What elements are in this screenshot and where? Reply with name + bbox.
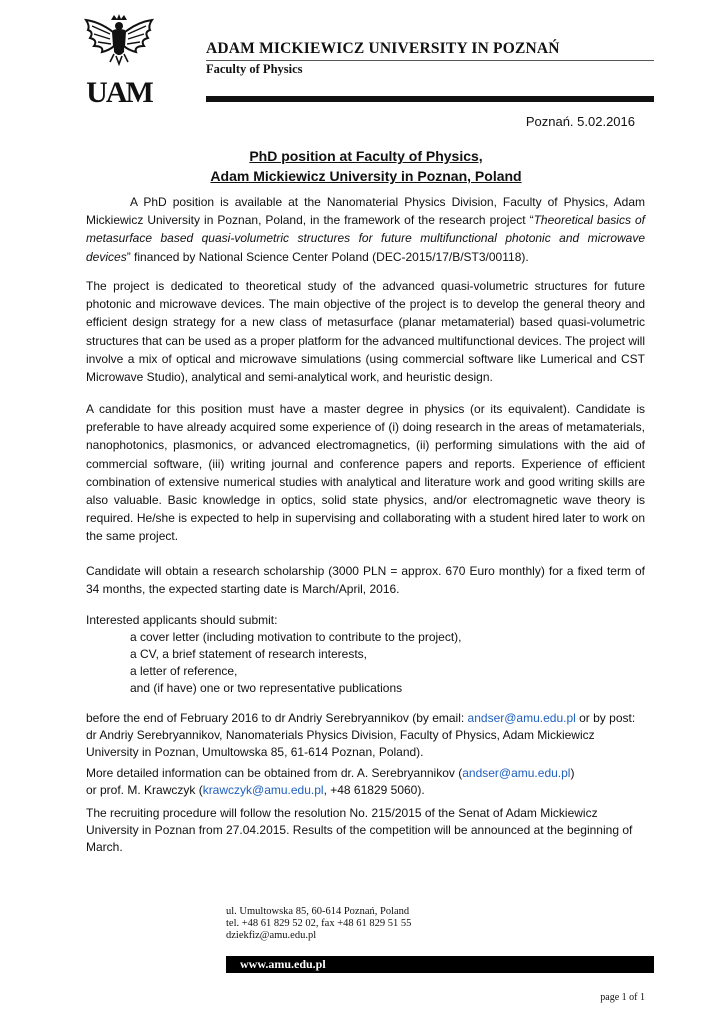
- footer-bar: [226, 956, 654, 973]
- page-number: page 1 of 1: [600, 992, 645, 1003]
- footer-email: dziekfiz@amu.edu.pl: [226, 930, 317, 941]
- footer-address-block: [226, 906, 411, 942]
- header-bar: [206, 96, 654, 102]
- paragraph-submission-list: [86, 612, 645, 697]
- page-title: [86, 146, 646, 186]
- list-item: a cover letter (including motivation to contribute to the project),: [130, 630, 462, 644]
- paragraph-requirements: A candidate for this position must have a master degree in physics (or its equivalent). Candidate is preferable to have already acquired some experience of (i) doing research in the areas of metamaterials, nanophotonics, plasmonics, or advanced electromagnetics, (ii) performing simulations with the aid of commercial software, (iii) writing journal and conference papers and reports. Experience of efficient combination of extensive numerical studies with analytical and literature work and good writing skills are also valuable. Basic knowledge in optics, solid state physics, and/or electromagnetic wave theory is required. He/she is expected to help in supervising and collaborating with a student hired later to work on the same project.: [86, 402, 645, 544]
- email-link-andser[interactable]: andser@amu.edu.pl: [467, 711, 576, 725]
- letter-date: Poznań. 5.02.2016: [525, 114, 635, 129]
- project-title: Theoretical basics of metasurface based quasi-volumetric structures for future multifunctional photonic and microwave devices: [86, 213, 645, 264]
- list-item: and (if have) one or two representative publications: [130, 681, 403, 695]
- paragraph-contact: More detailed information can be obtained from dr. A. Serebryannikov (andser@amu.edu.pl) or prof. M. Krawczyk (krawczyk@amu.edu.pl, +48 61829 5060).: [86, 766, 575, 797]
- footer-website-link[interactable]: www.amu.edu.pl: [240, 957, 326, 971]
- list-item: a CV, a brief statement of research interests,: [130, 647, 368, 661]
- title-line-1: PhD position at Faculty of Physics,: [249, 148, 483, 164]
- header-divider: [206, 60, 654, 61]
- paragraph-procedure: The recruiting procedure will follow the resolution No. 215/2015 of the Senat of Adam Mickiewicz University in Poznan from 27.04.2015. Results of the competition will be announced at the beginning of March.: [86, 806, 633, 854]
- title-line-2: Adam Mickiewicz University in Poznan, Poland: [210, 168, 522, 184]
- paragraph-scholarship: Candidate will obtain a research scholarship (3000 PLN = approx. 670 Euro monthly) for a fixed term of 34 months, the expected starting date is March/April, 2016.: [86, 564, 645, 597]
- paragraph-project: The project is dedicated to theoretical study of the advanced quasi-volumetric structures for future photonic and microwave devices. The main objective of the project is to develop the general theory and efficient design strategy for a new class of metasurface (planar metamaterial) based quasi-volumetric structures that can be used as a proper platform for the advanced multifunctional devices. The project will involve a mix of optical and microwave simulations (using commercial software like Lumerical and CST Microwave Studio), analytical and semi-analytical work, and heuristic design.: [86, 279, 645, 385]
- list-item: a letter of reference,: [130, 664, 238, 678]
- university-name: ADAM MICKIEWICZ UNIVERSITY IN POZNAŃ: [206, 40, 560, 57]
- uam-eagle-logo: [80, 14, 158, 106]
- svg-text:UAM: UAM: [86, 76, 152, 106]
- paragraph-deadline: before the end of February 2016 to dr Andriy Serebryannikov (by email: andser@amu.edu.pl or by post: dr Andriy Serebryannikov, Nanomaterials Physics Division, Faculty of Physics, Adam Mickiewicz University in Poznan, Umultowska 85, 61-614 Poznan, Poland).: [86, 711, 636, 759]
- faculty-name: Faculty of Physics: [206, 62, 303, 76]
- footer-address: ul. Umultowska 85, 60-614 Poznań, Poland: [226, 906, 410, 917]
- paragraph-intro: A PhD position is available at the Nanomaterial Physics Division, Faculty of Physics, Adam Mickiewicz University in Poznan, Poland, in the framework of the research project “Theoretical basics of metasurface based quasi-volumetric structures for future multifunctional photonic and microwave devices” financed by National Science Center Poland (DEC-2015/17/B/ST3/00118).: [86, 195, 645, 264]
- email-link-andser-2[interactable]: andser@amu.edu.pl: [462, 766, 571, 780]
- email-link-krawczyk[interactable]: krawczyk@amu.edu.pl: [202, 783, 324, 797]
- submission-intro: Interested applicants should submit:: [86, 613, 278, 627]
- footer-phone: tel. +48 61 829 52 02, fax +48 61 829 51 55: [226, 918, 412, 929]
